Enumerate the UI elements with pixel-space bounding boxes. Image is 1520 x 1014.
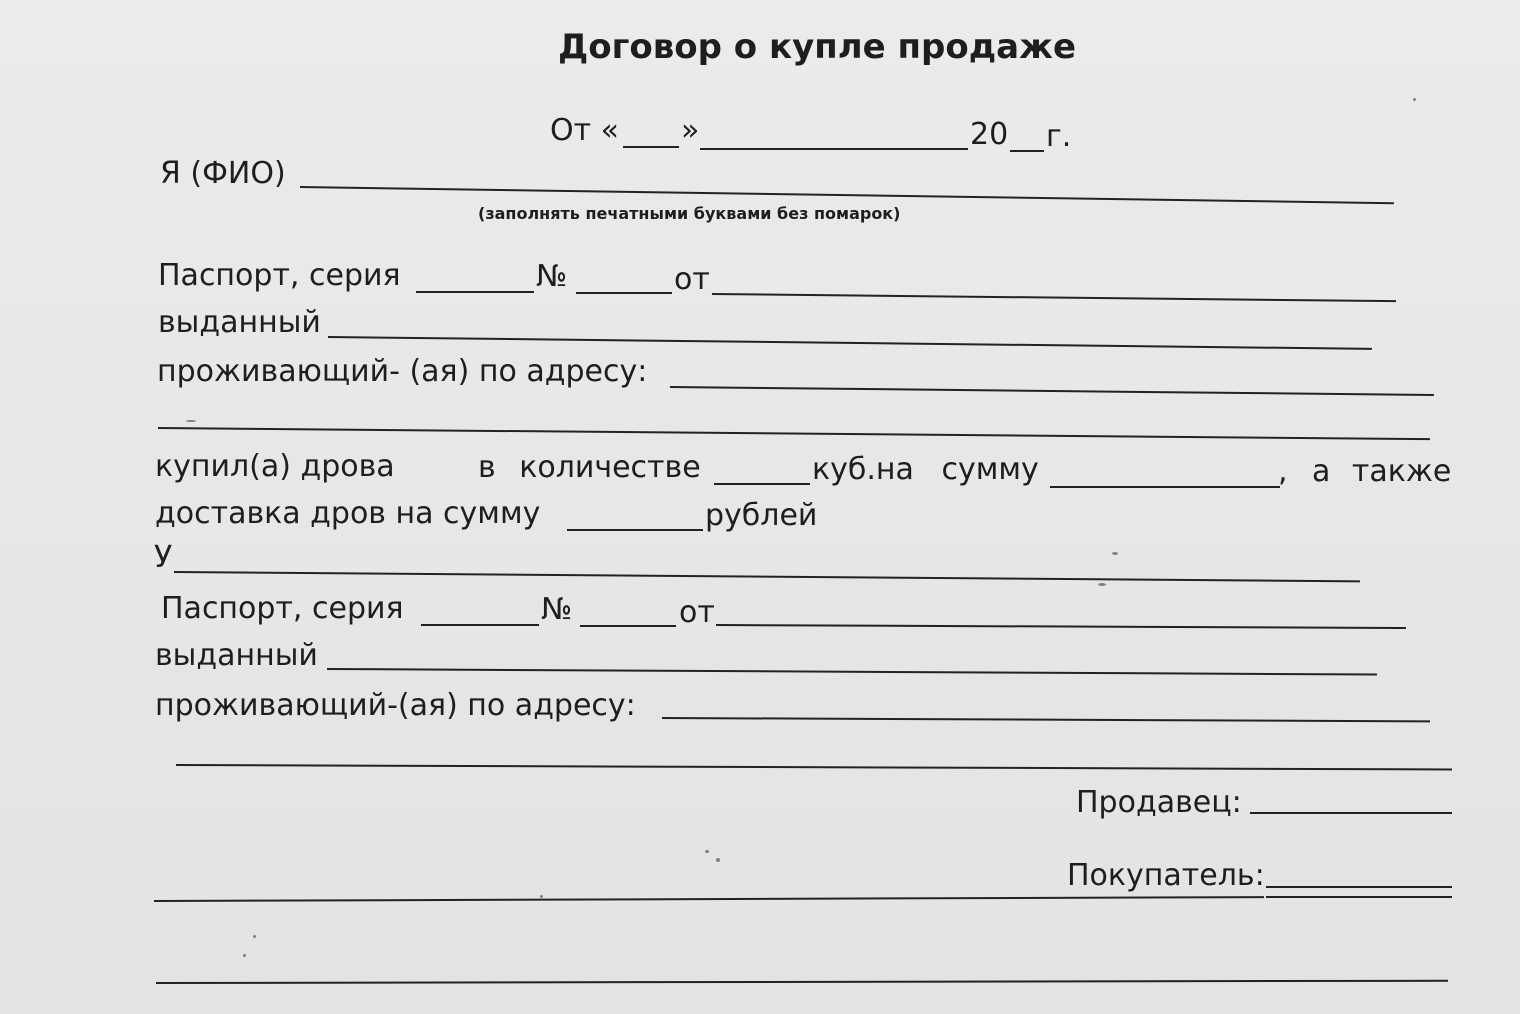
bottom-blank-1[interactable] <box>154 896 1264 902</box>
from-person-label: У <box>154 540 173 575</box>
paper-speck <box>705 850 709 853</box>
day-blank[interactable] <box>623 146 679 148</box>
bought-label: купил(а) дрова <box>155 449 395 484</box>
buyer-passport-label: Паспорт, серия <box>158 258 401 293</box>
buyer-number-blank[interactable] <box>576 292 672 294</box>
seller-sign-label: Продавец: <box>1076 785 1242 820</box>
firewood-sum-blank[interactable] <box>1050 486 1280 488</box>
delivery-sum-blank[interactable] <box>567 529 703 531</box>
buyer-sign-blank-extra[interactable] <box>1266 896 1452 898</box>
buyer-sign-label: Покупатель: <box>1067 858 1265 893</box>
month-blank[interactable] <box>700 148 968 150</box>
also-label: а также <box>1312 454 1452 489</box>
buyer-number-sign: № <box>536 259 568 294</box>
paper-speck <box>1413 98 1416 101</box>
comma: , <box>1278 454 1288 489</box>
date-prefix: От « <box>550 113 619 148</box>
buyer-series-blank[interactable] <box>416 291 534 293</box>
cubic-amount-blank[interactable] <box>714 483 810 485</box>
year-blank[interactable] <box>1010 150 1044 152</box>
rubles-label: рублей <box>705 498 818 533</box>
seller-address-blank[interactable] <box>662 717 1430 722</box>
buyer-from-label: от <box>674 262 710 297</box>
paper-speck <box>253 935 256 938</box>
bottom-blank-2[interactable] <box>156 980 1448 984</box>
buyer-address-label: проживающий- (ая) по адресу: <box>157 354 648 389</box>
year-suffix: г. <box>1046 119 1072 154</box>
paper-speck <box>243 954 246 957</box>
seller-address-label: проживающий-(ая) по адресу: <box>155 688 636 723</box>
buyer-issued-label: выданный <box>158 305 321 340</box>
seller-date-blank[interactable] <box>716 624 1406 629</box>
buyer-date-blank[interactable] <box>712 293 1396 302</box>
paper-speck <box>186 420 196 422</box>
fio-label: Я (ФИО) <box>160 156 286 191</box>
seller-address-blank-2[interactable] <box>176 764 1452 770</box>
seller-series-blank[interactable] <box>421 624 539 626</box>
fio-blank[interactable] <box>300 186 1394 204</box>
seller-issued-blank[interactable] <box>327 668 1377 675</box>
date-quote-close: » <box>681 113 700 148</box>
delivery-label: доставка дров на сумму <box>155 496 541 531</box>
paper-speck <box>540 895 543 898</box>
paper-speck <box>1112 552 1118 555</box>
buyer-sign-blank[interactable] <box>1266 886 1452 888</box>
year-prefix: 20 <box>970 117 1009 152</box>
seller-issued-label: выданный <box>155 638 318 673</box>
in-amount-label: в количестве <box>478 450 701 485</box>
fill-hint: (заполнять печатными буквами без помарок) <box>478 204 901 223</box>
buyer-issued-blank[interactable] <box>328 336 1372 350</box>
cubic-sum-label: куб.на сумму <box>812 452 1039 487</box>
seller-number-blank[interactable] <box>580 625 676 627</box>
document-title: Договор о купле продаже <box>558 27 1077 67</box>
seller-passport-label: Паспорт, серия <box>161 591 404 626</box>
buyer-address-blank[interactable] <box>670 386 1434 396</box>
paper-speck <box>716 858 720 862</box>
seller-name-blank[interactable] <box>174 571 1360 582</box>
paper-speck <box>1098 583 1106 586</box>
buyer-address-blank-2[interactable] <box>158 427 1430 440</box>
seller-number-sign: № <box>541 592 573 627</box>
seller-sign-blank[interactable] <box>1250 812 1452 814</box>
seller-from-label: от <box>679 595 715 630</box>
